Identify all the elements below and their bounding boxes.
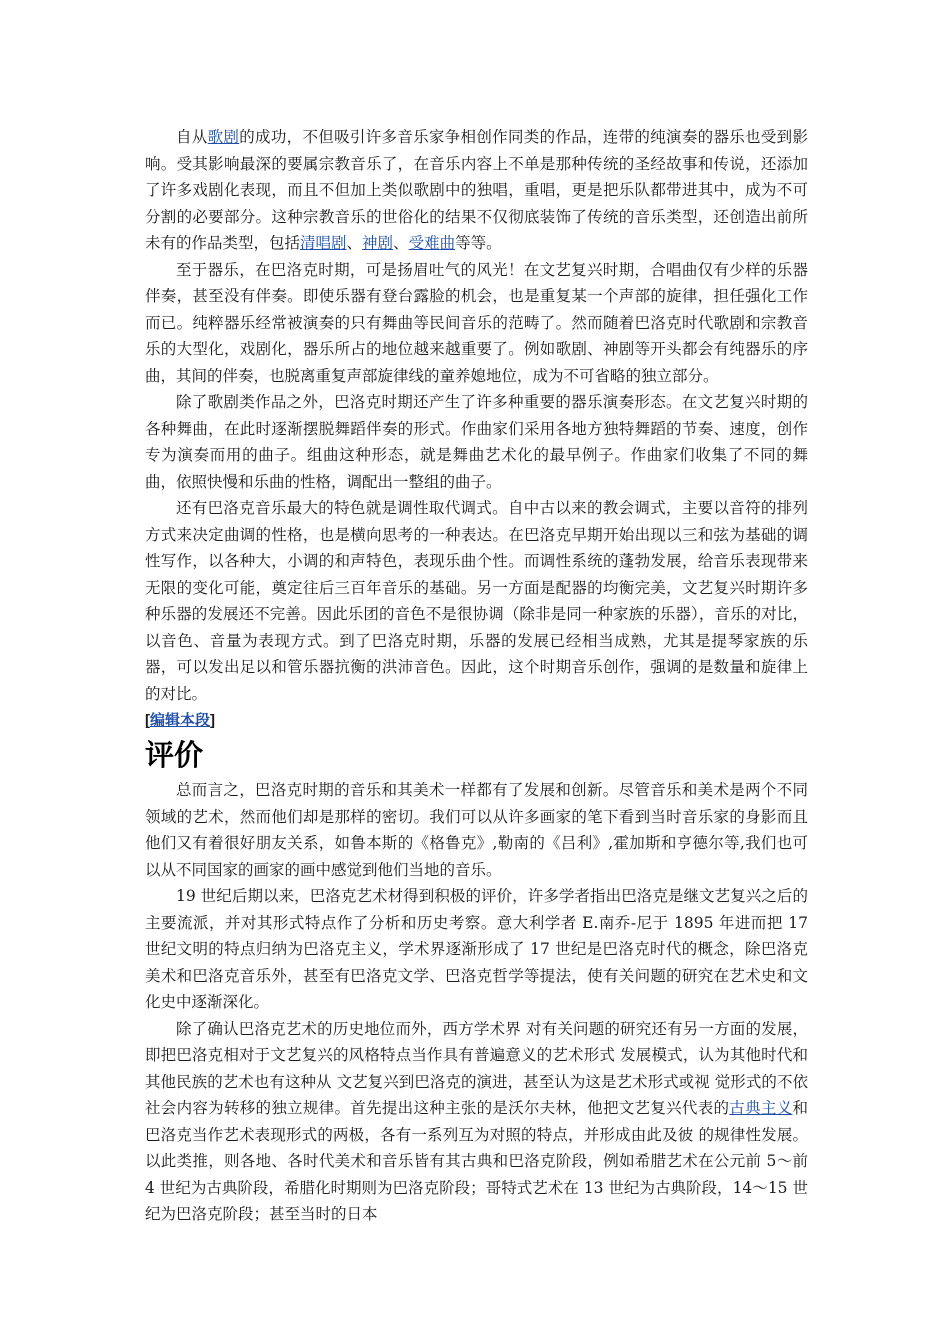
link-oratorio[interactable]: 神剧 xyxy=(362,234,394,252)
link-oratorio-cantata[interactable]: 清唱剧 xyxy=(300,234,347,252)
paragraph-instrumental-music: 至于器乐，在巴洛克时期，可是扬眉吐气的风光！在文艺复兴时期，合唱曲仅有少样的乐器伴奏，甚至没有伴奏。即使乐器有登台露脸的机会，也是重复某一个声部的旋律，担任强化工作而已。纯粹器乐经常被演奏的只有舞曲等民间音乐的范畴了。然而随着巴洛克时代歌剧和宗教音乐的大型化，戏剧化，器乐所占的地位越来越重要了。例如歌剧、神剧等开头都会有纯器乐的序曲，其间的伴奏，也脱离重复声部旋律线的童养媳地位，成为不可省略的独立部分。 xyxy=(145,260,808,385)
paragraph-summary: 总而言之，巴洛克时期的音乐和其美术一样都有了发展和创新。尽管音乐和美术是两个不同领域的艺术，然而他们却是那样的密切。我们可以从许多画家的笔下看到当时音乐家的身影而且他们又有着很好朋友关系，如鲁本斯的《格鲁克》,勒南的《吕利》,霍加斯和亨德尔等,我们也可以从不同国家的画家的画中感觉到他们当地的音乐。 xyxy=(145,781,808,879)
link-passion[interactable]: 受难曲 xyxy=(408,234,456,252)
paragraph-western-scholarship xyxy=(145,1016,808,1228)
paragraph-instrumental-forms: 除了歌剧类作品之外，巴洛克时期还产生了许多种重要的器乐演奏形态。在文艺复兴时期的各种舞曲，在此时逐渐摆脱舞蹈伴奏的形式。作曲家们采用各地方独特舞蹈的节奏、速度，创作专为演奏而用的曲子。组曲这种形态，就是舞曲艺术化的最早例子。作曲家们收集了不同的舞曲，依照快慢和乐曲的性格，调配出一整组的曲子。 xyxy=(145,393,808,491)
link-opera[interactable]: 歌剧 xyxy=(207,128,240,146)
text-span: 、 xyxy=(346,234,363,252)
edit-section-control xyxy=(145,709,808,733)
paragraph-tonality: 还有巴洛克音乐最大的特色就是调性取代调式。自中古以来的教会调式，主要以音符的排列方式来决定曲调的性格，也是横向思考的一种表达。在巴洛克早期开始出现以三和弦为基础的调性写作，以各种大，小调的和声特色，表现乐曲个性。而调性系统的蓬勃发展，给音乐表现带来无限的变化可能，奠定往后三百年音乐的基础。另一方面是配器的均衡完美，文艺复兴时期许多种乐器的发展还不完善。因此乐团的音色不是很协调（除非是同一种家族的乐器），音乐的对比，以音色、音量为表现方式。到了巴洛克时期，乐器的发展已经相当成熟，尤其是提琴家族的乐器，可以发出足以和管乐器抗衡的洪沛音色。因此，这个时期音乐创作，强调的是数量和旋律上的对比。 xyxy=(145,499,808,703)
paragraph-19th-century: 19 世纪后期以来，巴洛克艺术材得到积极的评价，许多学者指出巴洛克是继文艺复兴之后的主要流派，并对其形式特点作了分析和历史考察。意大利学者 E.南乔-尼于 1895 年进而把 17 世纪文明的特点归纳为巴洛克主义，学术界逐渐形成了 17 世纪是巴洛克时代的概念，除巴洛克美术和巴洛克音乐外，甚至有巴洛克文学、巴洛克哲学等提法，使有关问题的研究在艺术史和文化史中逐渐深化。 xyxy=(145,887,808,1011)
paragraph-opera-influence xyxy=(145,124,808,257)
bracket-close: ] xyxy=(210,712,216,729)
text-span: 自从 xyxy=(176,128,208,146)
text-span: 和巴洛克当作艺术表现形式的两极，各有一系列互为对照的特点，并形成由此及彼 的规律性发展。以此类推，则各地、各时代美术和音乐皆有其古典和巴洛克阶段，例如希腊艺术在公元前 5～前 4 世纪为古典阶段，希腊化时期则为巴洛克阶段；哥特式艺术在 13 世纪为古典阶段，14～15 世纪为巴洛克阶段；甚至当时的日本 xyxy=(145,1099,808,1223)
link-classicism[interactable]: 古典主义 xyxy=(729,1099,793,1117)
edit-section-link[interactable]: 编辑本段 xyxy=(150,712,211,729)
text-span: 、 xyxy=(393,234,409,252)
document-body xyxy=(145,124,808,1228)
bracket-open: [ xyxy=(145,712,150,729)
text-span: 除了确认巴洛克艺术的历史地位而外，西方学术界 对有关问题的研究还有另一方面的发展，即把巴洛克相对于文艺复兴的风格特点当作具有普遍意义的艺术形式 发展模式，认为其他时代和其他民族的艺术也有这种从 文艺复兴到巴洛克的演进，甚至认为这是艺术形式或视 觉形式的不依社会内容为转移的独立规律。首先提出这种主张的是沃尔夫林，他把文艺复兴代表的 xyxy=(145,1019,808,1117)
text-span: 的成功，不但吸引许多音乐家争相创作同类的作品，连带的纯演奏的器乐也受到影响。受其影响最深的要属宗教音乐了，在音乐内容上不单是那种传统的圣经故事和传说，还添加了许多戏剧化表现，而且不但加上类似歌剧中的独唱，重唱，更是把乐队都带进其中，成为不可分割的必要部分。这种宗教音乐的世俗化的结果不仅彻底装饰了传统的音乐类型，还创造出前所未有的作品类型，包括 xyxy=(145,128,808,252)
section-heading-evaluation: 评价 xyxy=(145,738,204,772)
text-span: 等等。 xyxy=(455,234,502,252)
